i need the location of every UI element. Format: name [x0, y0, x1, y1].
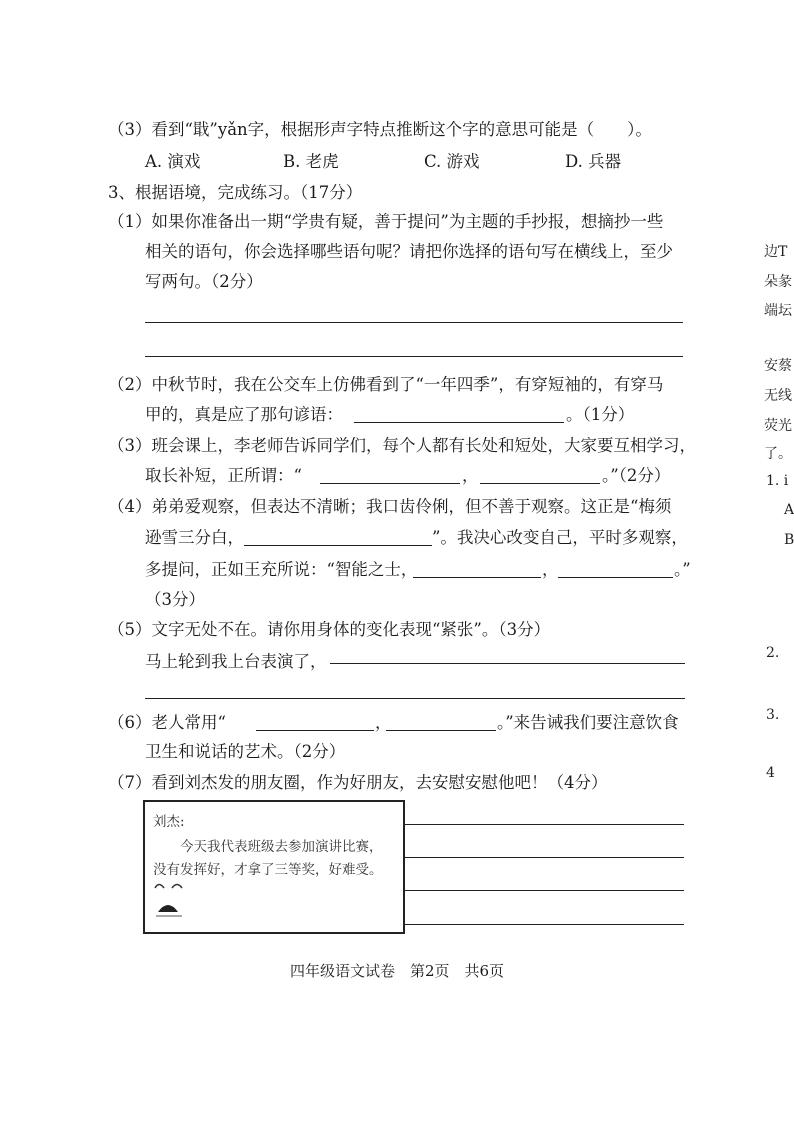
option-a: A. 演戏: [145, 152, 201, 171]
page-footer: 四年级语文试卷 第2页 共6页: [289, 962, 505, 980]
answer-blank[interactable]: [413, 557, 541, 578]
q3-1-line2: 相关的语句，你会选择哪些语句呢？请把你选择的语句写在横线上，至少: [145, 242, 673, 261]
q3-6-line1a: （6）老人常用“: [108, 713, 226, 732]
answer-blank[interactable]: [244, 525, 432, 546]
q3-4-line3c: 。”: [674, 560, 691, 579]
answer-line[interactable]: [405, 890, 684, 891]
q3-4-line2a: 逊雪三分白，: [145, 528, 244, 547]
side-fragment: 边T: [764, 244, 788, 260]
answer-line[interactable]: [145, 356, 683, 357]
answer-line[interactable]: [405, 924, 684, 925]
q3-2-line2b: 。（1分）: [566, 405, 635, 424]
answer-blank[interactable]: [386, 710, 496, 731]
answer-blank[interactable]: [354, 402, 564, 423]
side-fragment: 了。: [764, 446, 792, 462]
option-c: C. 游戏: [424, 152, 480, 171]
option-b: B. 老虎: [283, 152, 339, 171]
answer-line[interactable]: [145, 322, 683, 323]
answer-blank[interactable]: [320, 463, 460, 484]
side-fragment: 端坛: [764, 303, 792, 319]
q3-5-line2: 马上轮到我上台表演了，: [145, 652, 327, 671]
q3-5-line1: （5）文字无处不在。请你用身体的变化表现“紧张”。（3分）: [108, 620, 551, 639]
answer-line[interactable]: [405, 824, 684, 825]
side-fragment: 安蔡: [764, 358, 792, 374]
side-fragment: 朵彖: [764, 274, 792, 290]
side-fragment: 1. i: [766, 473, 789, 489]
side-fragment: 4: [766, 765, 775, 781]
q3-4-line4: （3分）: [145, 590, 205, 609]
post-text-line2: 没有发挥好，才拿了三等奖，好难受。: [153, 862, 383, 878]
option-d: D. 兵器: [565, 152, 622, 171]
q3-4-line2b: ”。我决心改变自己，平时多观察，: [432, 528, 688, 547]
question-3-stem: （3）看到“戢”yǎn字，根据形声字特点推断这个字的意思可能是（ ）。: [108, 120, 652, 139]
answer-blank[interactable]: [558, 557, 673, 578]
side-fragment: B: [784, 532, 794, 548]
q3-1-line1: （1）如果你准备出一期“学贵有疑，善于提问”为主题的手抄报，想摘抄一些: [108, 212, 664, 231]
q3-3-line2c: 。”（2分）: [602, 466, 671, 485]
answer-line[interactable]: [145, 698, 685, 699]
answer-blank[interactable]: [256, 710, 374, 731]
q3-3-line2b: ，: [462, 466, 479, 485]
q3-4-line3a: 多提问，正如王充所说：“智能之士，: [145, 560, 418, 579]
sad-face-icon: [152, 878, 192, 920]
q3-1-line3: 写两句。（2分）: [145, 272, 263, 291]
q3-2-line1: （2）中秋节时，我在公交车上仿佛看到了“一年四季”，有穿短袖的，有穿马: [108, 375, 664, 394]
q3-3-line2a: 取长补短，正所谓：“: [145, 466, 302, 485]
q3-3-line1: （3）班会课上，李老师告诉同学们，每个人都有长处和短处，大家要互相学习，: [108, 436, 696, 455]
answer-line[interactable]: [405, 857, 684, 858]
side-fragment: A: [784, 502, 794, 518]
q3-2-line2a: 甲的，真是应了那句谚语：: [145, 405, 343, 424]
post-author: 刘杰:: [153, 814, 185, 830]
q3-6-line1c: 。”来告诫我们要注意饮食: [497, 713, 679, 732]
q3-6-line2: 卫生和说话的艺术。（2分）: [145, 742, 346, 761]
answer-blank[interactable]: [330, 643, 685, 664]
q3-4-line3b: ，: [542, 560, 559, 579]
section-3-title: 3、根据语境，完成练习。（17分）: [108, 183, 363, 202]
side-fragment: 无线: [764, 388, 792, 404]
side-fragment: 3.: [766, 707, 780, 723]
q3-4-line1: （4）弟弟爱观察，但表达不清晰；我口齿伶俐，但不善于观察。这正是“梅须: [108, 497, 672, 516]
answer-blank[interactable]: [480, 463, 600, 484]
side-fragment: 2.: [766, 645, 780, 661]
side-fragment: 荧光: [764, 418, 792, 434]
post-text-line1: 今天我代表班级去参加演讲比赛，: [180, 839, 383, 855]
q3-6-line1b: ，: [375, 713, 392, 732]
q3-7-line1: （7）看到刘杰发的朋友圈，作为好朋友，去安慰安慰他吧！（4分）: [108, 773, 608, 792]
